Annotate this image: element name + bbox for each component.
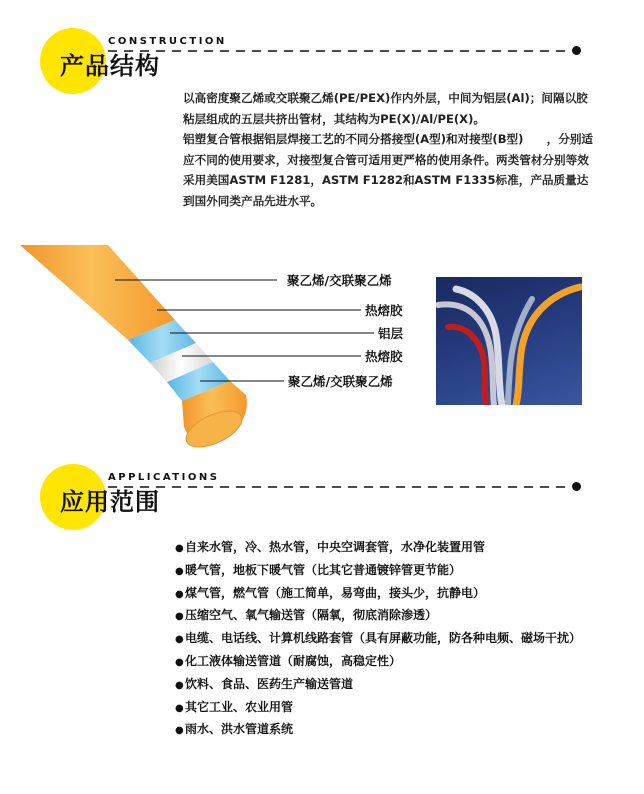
list-item: ●自来水管，冷、热水管，中央空调套管，水净化装置用管	[175, 536, 581, 559]
rule-end-dot-icon	[572, 482, 581, 491]
applications-list	[175, 536, 581, 741]
layer-label-aluminium: 铝层	[378, 326, 404, 341]
layer-label-outer-adhesive: 热熔胶	[365, 303, 403, 318]
list-item: ●饮料、食品、医药生产输送管道	[175, 673, 581, 696]
bullet-icon: ●	[175, 656, 184, 668]
list-item: ●化工液体输送管道（耐腐蚀，高稳定性）	[175, 650, 581, 673]
description-paragraph-2: 铝塑复合管根据铝层焊接工艺的不同分搭接型(A型)和对接型(B型) ，分别适应不同的使用要求，对接型复合管可适用更严格的使用条件。两类管材分别等效采用美国ASTM F1281，ASTM F1282和ASTM F1335标准，产品质量达到国外同类产品先进水平。	[183, 132, 594, 208]
bullet-icon: ●	[175, 634, 184, 646]
bullet-icon: ●	[175, 702, 184, 714]
list-item: ●其它工业、农业用管	[175, 696, 581, 719]
list-item: ●暖气管，地板下暖气管（比其它普通镀锌管更节能）	[175, 559, 581, 582]
bullet-icon: ●	[175, 611, 184, 623]
rule-end-dot-icon	[572, 46, 581, 55]
list-item: ●压缩空气、氧气输送管（隔氧，彻底消除渗透）	[175, 604, 581, 627]
pipe-product-photo	[436, 277, 582, 405]
list-item: ●电缆、电话线、计算机线路套管（具有屏蔽功能，防各种电频、磁场干扰）	[175, 627, 581, 650]
list-item: ●煤气管，燃气管（施工简单，易弯曲，接头少，抗静电）	[175, 582, 581, 605]
description-paragraph-1: 以高密度聚乙烯或交联聚乙烯(PE/PEX)作内外层，中间为铝层(Al)；间隔以胶粘层组成的五层共挤出管材，其结构为PE(X)/Al/PE(X)。	[183, 91, 588, 126]
layer-label-outer-pe: 聚乙烯/交联聚乙烯	[287, 273, 392, 288]
dashed-rule	[108, 49, 570, 53]
dashed-rule	[108, 485, 570, 489]
applications-cn-title: 应用范围	[60, 488, 160, 516]
pipe-samples-image	[436, 277, 582, 405]
construction-cn-title: 产品结构	[60, 52, 160, 80]
bullet-icon: ●	[175, 588, 184, 600]
bullet-icon: ●	[175, 543, 184, 554]
applications-en-title: APPLICATIONS	[108, 472, 220, 483]
construction-description	[183, 88, 595, 211]
outer-pe-layer	[20, 245, 175, 340]
construction-header	[0, 24, 644, 96]
bullet-icon: ●	[175, 725, 184, 737]
applications-header	[0, 460, 644, 532]
list-item: ●雨水、洪水管道系统	[175, 718, 581, 741]
construction-en-title: CONSTRUCTION	[108, 36, 227, 47]
bullet-icon: ●	[175, 679, 184, 691]
layer-label-inner-pe: 聚乙烯/交联聚乙烯	[288, 374, 393, 389]
layer-label-inner-adhesive: 热熔胶	[365, 349, 403, 364]
bullet-icon: ●	[175, 565, 184, 577]
